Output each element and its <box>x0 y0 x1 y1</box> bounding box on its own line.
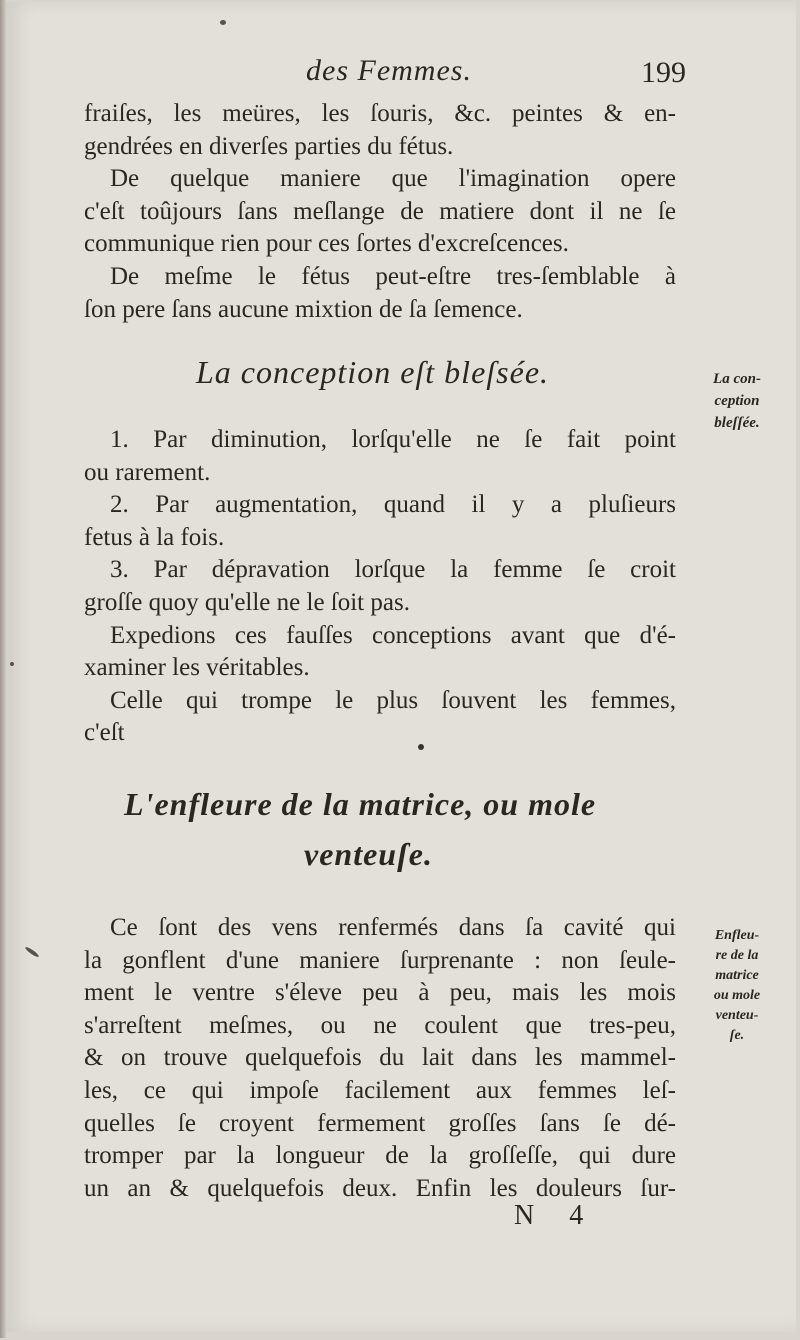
margin-note-line: matrice <box>715 968 759 983</box>
margin-note-line: venteu- <box>715 1008 759 1023</box>
text-line: s'arreſtent meſmes, ou ne coulent que tres-peu, <box>84 1011 676 1039</box>
page-number: 199 <box>641 56 686 89</box>
text-line: 1. Par diminution, lorſqu'elle ne ſe fait point <box>110 426 676 453</box>
text-line: c'eſt toûjours ſans meſlange de matiere dont il ne ſe <box>84 197 676 225</box>
section-heading-enfleure: L'enfleure de la matrice, ou mole <box>124 786 597 822</box>
text-line: De meſme le fétus peut-eſtre tres-ſemblable à <box>110 262 676 290</box>
text-line: tromper par la longueur de la groſſeſſe, qui dure <box>84 1142 676 1170</box>
signature-mark: N 4 <box>514 1200 598 1231</box>
margin-note-line: bleſſée. <box>714 415 760 431</box>
paper-speck <box>24 946 39 958</box>
page-header <box>306 54 686 94</box>
text-line: communique rien pour ces ſortes d'excreſcences. <box>84 230 569 258</box>
paper-speck <box>10 662 14 666</box>
margin-note-line: Enfleu- <box>714 928 760 943</box>
text-line: ſon pere ſans aucune mixtion de ſa ſemence. <box>84 295 523 323</box>
book-page <box>6 2 796 1332</box>
text-line: & on trouve quelquefois du lait dans les mammel- <box>84 1044 676 1072</box>
section-heading-conception: La conception eſt bleſsée. <box>196 354 550 390</box>
text-line: un an & quelquefois deux. Enfin les douleurs ſur- <box>84 1174 676 1202</box>
running-title: des Femmes. <box>306 54 472 87</box>
margin-note-line: re de la <box>715 948 759 963</box>
text-line: gendrées en diverſes parties du fétus. <box>84 132 454 160</box>
margin-note-line: La con- <box>713 371 761 387</box>
margin-note-enfleure <box>682 926 792 1046</box>
text-line: fraiſes, les meüres, les ſouris, &c. peintes & en- <box>84 100 676 127</box>
paragraph-block-2 <box>84 424 676 750</box>
margin-note-conception <box>682 368 792 434</box>
text-line: groſſe quoy qu'elle ne le ſoit pas. <box>84 588 410 616</box>
margin-note-line: ception <box>714 393 760 409</box>
text-line: les, ce qui impoſe facilement aux femmes leſ- <box>84 1076 676 1104</box>
margin-note-line: ſe. <box>729 1028 745 1043</box>
text-line: 3. Par dépravation lorſque la femme ſe croit <box>110 556 676 584</box>
paragraph-block-1 <box>84 98 676 326</box>
text-line: c'eſt <box>84 719 125 747</box>
text-line: Celle qui trompe le plus ſouvent les femmes, <box>110 686 676 714</box>
text-line: la gonflent d'une maniere ſurprenante : non ſeule- <box>84 946 676 974</box>
text-line: fetus à la fois. <box>84 523 225 551</box>
text-line: 2. Par augmentation, quand il y a pluſieurs <box>110 491 676 519</box>
text-line: De quelque maniere que l'imagination opere <box>110 165 676 193</box>
ornament-dot <box>418 744 424 750</box>
text-line: ou rarement. <box>84 458 211 486</box>
margin-note-line: ou mole <box>713 988 761 1003</box>
section-heading-enfleure-cont: venteuſe. <box>304 836 433 872</box>
paragraph-block-3 <box>84 912 676 1205</box>
text-line: Expedions ces fauſſes conceptions avant que d'é- <box>110 621 676 649</box>
text-line: Ce ſont des vens renfermés dans ſa cavité qui <box>110 914 676 941</box>
text-line: quelles ſe croyent fermement groſſes ſans ſe dé- <box>84 1109 676 1137</box>
text-line: xaminer les véritables. <box>84 654 310 682</box>
text-line: ment le ventre s'éleve peu à peu, mais les mois <box>84 979 676 1007</box>
paper-speck <box>220 20 226 25</box>
